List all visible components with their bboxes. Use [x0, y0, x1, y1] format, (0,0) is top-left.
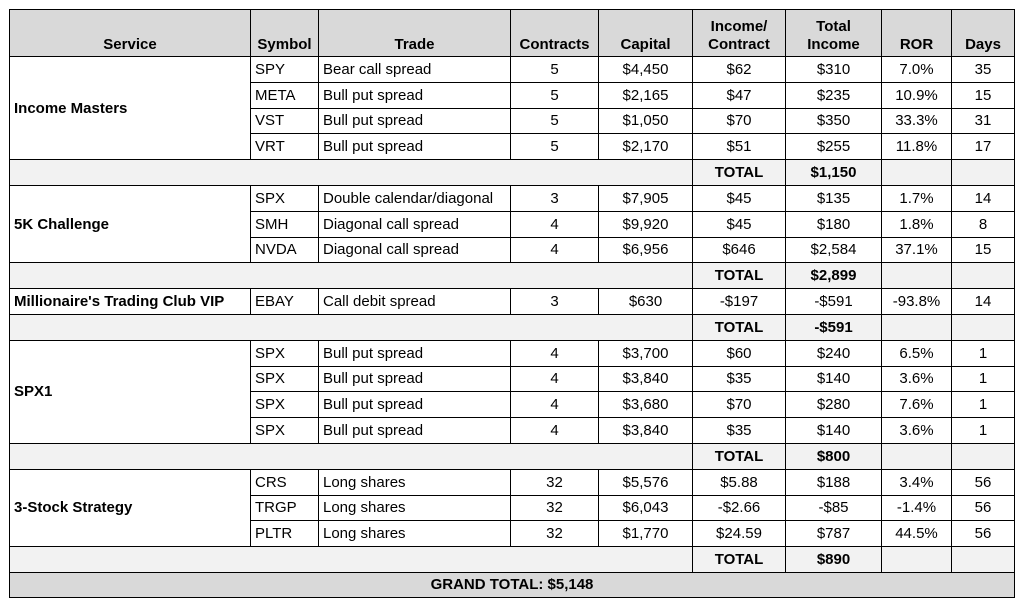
symbol-cell: SPX [251, 340, 319, 366]
capital-cell: $1,050 [599, 108, 693, 134]
trade-cell: Diagonal call spread [319, 237, 511, 263]
service-cell: SPX1 [10, 340, 251, 443]
ror-cell: 3.6% [882, 366, 952, 392]
income-per-contract-cell: $45 [693, 211, 786, 237]
capital-cell: $4,450 [599, 57, 693, 83]
ror-cell: 3.4% [882, 469, 952, 495]
total-row-spacer [882, 160, 952, 186]
total-row-spacer [10, 160, 693, 186]
contracts-cell: 5 [511, 134, 599, 160]
trade-cell: Diagonal call spread [319, 211, 511, 237]
income-per-contract-cell: -$2.66 [693, 495, 786, 521]
table-row [10, 289, 1015, 315]
total-row-spacer [10, 443, 693, 469]
total-income-cell: $240 [786, 340, 882, 366]
total-income-cell: -$85 [786, 495, 882, 521]
income-per-contract-cell: $70 [693, 392, 786, 418]
header-trade: Trade [319, 10, 511, 57]
total-row-spacer [952, 443, 1015, 469]
total-income-cell: $188 [786, 469, 882, 495]
total-income-cell: $140 [786, 366, 882, 392]
total-row-spacer [10, 547, 693, 573]
total-income-cell: -$591 [786, 289, 882, 315]
days-cell: 56 [952, 495, 1015, 521]
header-row [10, 10, 1015, 57]
total-value-cell: $800 [786, 443, 882, 469]
contracts-cell: 5 [511, 57, 599, 83]
ror-cell: 44.5% [882, 521, 952, 547]
ror-cell: -93.8% [882, 289, 952, 315]
total-label-cell: TOTAL [693, 263, 786, 289]
trade-cell: Bull put spread [319, 340, 511, 366]
table-body [10, 57, 1015, 573]
service-cell: 3-Stock Strategy [10, 469, 251, 546]
ror-cell: 1.7% [882, 185, 952, 211]
table-row [10, 340, 1015, 366]
symbol-cell: SPX [251, 185, 319, 211]
grand-total-row [10, 572, 1015, 597]
contracts-cell: 4 [511, 211, 599, 237]
days-cell: 14 [952, 185, 1015, 211]
trade-cell: Bull put spread [319, 82, 511, 108]
days-cell: 56 [952, 469, 1015, 495]
capital-cell: $3,840 [599, 366, 693, 392]
service-cell: 5K Challenge [10, 185, 251, 262]
grand-total-cell: GRAND TOTAL: $5,148 [10, 572, 1015, 597]
contracts-cell: 4 [511, 366, 599, 392]
header-symbol: Symbol [251, 10, 319, 57]
contracts-cell: 32 [511, 521, 599, 547]
header-contracts: Contracts [511, 10, 599, 57]
contracts-cell: 4 [511, 392, 599, 418]
days-cell: 8 [952, 211, 1015, 237]
header-total-income [786, 10, 882, 57]
capital-cell: $630 [599, 289, 693, 315]
header-total-income-line2: Income [807, 36, 860, 53]
capital-cell: $2,170 [599, 134, 693, 160]
service-cell: Millionaire's Trading Club VIP [10, 289, 251, 315]
trade-cell: Bull put spread [319, 108, 511, 134]
income-per-contract-cell: $5.88 [693, 469, 786, 495]
income-per-contract-cell: $35 [693, 366, 786, 392]
total-row-spacer [882, 263, 952, 289]
ror-cell: 7.6% [882, 392, 952, 418]
capital-cell: $9,920 [599, 211, 693, 237]
income-per-contract-cell: $646 [693, 237, 786, 263]
contracts-cell: 3 [511, 289, 599, 315]
trade-cell: Long shares [319, 521, 511, 547]
contracts-cell: 5 [511, 108, 599, 134]
trade-cell: Bear call spread [319, 57, 511, 83]
days-cell: 1 [952, 418, 1015, 444]
symbol-cell: META [251, 82, 319, 108]
symbol-cell: SPX [251, 418, 319, 444]
total-income-cell: $255 [786, 134, 882, 160]
table-row [10, 57, 1015, 83]
income-per-contract-cell: $45 [693, 185, 786, 211]
days-cell: 14 [952, 289, 1015, 315]
total-row-spacer [882, 443, 952, 469]
ror-cell: 3.6% [882, 418, 952, 444]
capital-cell: $6,956 [599, 237, 693, 263]
days-cell: 17 [952, 134, 1015, 160]
total-row-spacer [952, 160, 1015, 186]
service-cell: Income Masters [10, 57, 251, 160]
total-value-cell: -$591 [786, 314, 882, 340]
total-income-cell: $280 [786, 392, 882, 418]
trade-cell: Long shares [319, 495, 511, 521]
symbol-cell: TRGP [251, 495, 319, 521]
header-income-contract-line1: Income/ [710, 18, 768, 35]
group-total-row [10, 160, 1015, 186]
ror-cell: 37.1% [882, 237, 952, 263]
total-label-cell: TOTAL [693, 443, 786, 469]
capital-cell: $3,840 [599, 418, 693, 444]
total-row-spacer [882, 314, 952, 340]
total-income-cell: $787 [786, 521, 882, 547]
income-per-contract-cell: $70 [693, 108, 786, 134]
contracts-cell: 5 [511, 82, 599, 108]
ror-cell: 11.8% [882, 134, 952, 160]
capital-cell: $6,043 [599, 495, 693, 521]
symbol-cell: VRT [251, 134, 319, 160]
ror-cell: -1.4% [882, 495, 952, 521]
total-income-cell: $140 [786, 418, 882, 444]
symbol-cell: EBAY [251, 289, 319, 315]
total-income-cell: $135 [786, 185, 882, 211]
income-per-contract-cell: $47 [693, 82, 786, 108]
contracts-cell: 4 [511, 418, 599, 444]
symbol-cell: CRS [251, 469, 319, 495]
capital-cell: $1,770 [599, 521, 693, 547]
symbol-cell: SPY [251, 57, 319, 83]
total-row-spacer [952, 263, 1015, 289]
header-capital: Capital [599, 10, 693, 57]
ror-cell: 1.8% [882, 211, 952, 237]
trade-cell: Bull put spread [319, 392, 511, 418]
contracts-cell: 32 [511, 495, 599, 521]
ror-cell: 33.3% [882, 108, 952, 134]
total-row-spacer [10, 314, 693, 340]
table-row [10, 469, 1015, 495]
group-total-row [10, 314, 1015, 340]
income-per-contract-cell: -$197 [693, 289, 786, 315]
symbol-cell: SPX [251, 392, 319, 418]
days-cell: 35 [952, 57, 1015, 83]
capital-cell: $5,576 [599, 469, 693, 495]
total-row-spacer [882, 547, 952, 573]
days-cell: 1 [952, 366, 1015, 392]
total-income-cell: $180 [786, 211, 882, 237]
total-row-spacer [952, 547, 1015, 573]
total-label-cell: TOTAL [693, 547, 786, 573]
capital-cell: $3,680 [599, 392, 693, 418]
symbol-cell: NVDA [251, 237, 319, 263]
income-per-contract-cell: $35 [693, 418, 786, 444]
days-cell: 15 [952, 82, 1015, 108]
days-cell: 56 [952, 521, 1015, 547]
total-value-cell: $1,150 [786, 160, 882, 186]
symbol-cell: SMH [251, 211, 319, 237]
total-value-cell: $890 [786, 547, 882, 573]
total-income-cell: $350 [786, 108, 882, 134]
trade-cell: Call debit spread [319, 289, 511, 315]
trades-table-container [9, 9, 1015, 598]
capital-cell: $2,165 [599, 82, 693, 108]
header-service: Service [10, 10, 251, 57]
total-row-spacer [952, 314, 1015, 340]
trade-cell: Long shares [319, 469, 511, 495]
ror-cell: 7.0% [882, 57, 952, 83]
income-per-contract-cell: $62 [693, 57, 786, 83]
total-label-cell: TOTAL [693, 160, 786, 186]
total-value-cell: $2,899 [786, 263, 882, 289]
capital-cell: $3,700 [599, 340, 693, 366]
income-per-contract-cell: $24.59 [693, 521, 786, 547]
total-income-cell: $235 [786, 82, 882, 108]
header-income-contract-line2: Contract [708, 36, 770, 53]
header-income-contract [693, 10, 786, 57]
total-income-cell: $310 [786, 57, 882, 83]
group-total-row [10, 547, 1015, 573]
ror-cell: 6.5% [882, 340, 952, 366]
days-cell: 1 [952, 392, 1015, 418]
trade-cell: Bull put spread [319, 366, 511, 392]
table-row [10, 185, 1015, 211]
trade-cell: Bull put spread [319, 418, 511, 444]
header-total-income-line1: Total [816, 18, 851, 35]
contracts-cell: 4 [511, 237, 599, 263]
trades-table [9, 9, 1015, 598]
total-label-cell: TOTAL [693, 314, 786, 340]
total-income-cell: $2,584 [786, 237, 882, 263]
symbol-cell: SPX [251, 366, 319, 392]
group-total-row [10, 263, 1015, 289]
ror-cell: 10.9% [882, 82, 952, 108]
group-total-row [10, 443, 1015, 469]
contracts-cell: 4 [511, 340, 599, 366]
income-per-contract-cell: $51 [693, 134, 786, 160]
days-cell: 31 [952, 108, 1015, 134]
symbol-cell: PLTR [251, 521, 319, 547]
capital-cell: $7,905 [599, 185, 693, 211]
days-cell: 15 [952, 237, 1015, 263]
trade-cell: Double calendar/diagonal [319, 185, 511, 211]
contracts-cell: 32 [511, 469, 599, 495]
trade-cell: Bull put spread [319, 134, 511, 160]
total-row-spacer [10, 263, 693, 289]
contracts-cell: 3 [511, 185, 599, 211]
header-ror: ROR [882, 10, 952, 57]
symbol-cell: VST [251, 108, 319, 134]
days-cell: 1 [952, 340, 1015, 366]
header-days: Days [952, 10, 1015, 57]
income-per-contract-cell: $60 [693, 340, 786, 366]
